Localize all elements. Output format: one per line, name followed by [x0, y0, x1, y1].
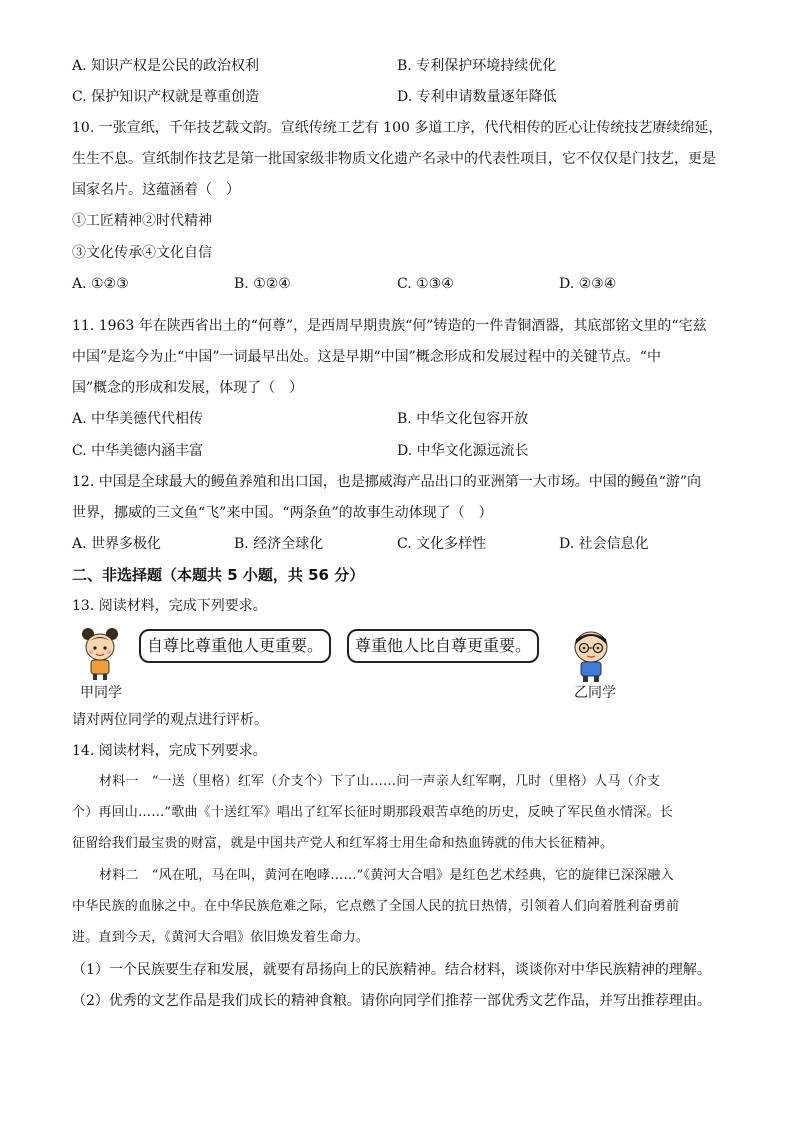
q14-material-1-line-2: 个）再回山……”歌曲《十送红军》唱出了红军长征时期那段艰苦卓绝的历史，反映了军民鱼水情深。长 — [72, 805, 673, 820]
girl-student-illustration — [80, 625, 120, 681]
q12-line-1: 12. 中国是全球最大的鳗鱼养殖和出口国，也是挪威海产品出口的亚洲第一大市场。中国的鳗鱼“游”向 — [72, 474, 702, 490]
q9-option-b: B. 专利保护环境持续优化 — [397, 58, 557, 74]
speech-bubble-left: 自尊比尊重他人更重要。 — [139, 629, 331, 663]
student-label-left: 甲同学 — [80, 685, 122, 701]
speech-bubble-right: 尊重他人比自尊更重要。 — [347, 629, 539, 663]
q10-statements-2: ③文化传承④文化自信 — [72, 245, 212, 261]
q14-material-2-line-2: 中华民族的血脉之中。在中华民族危难之际，它点燃了全国人民的抗日热情，引领着人们向着胜利奋勇前 — [72, 899, 680, 914]
q10-option-a: A. ①②③ — [72, 276, 129, 292]
q12-option-a: A. 世界多极化 — [72, 536, 162, 552]
q14-subquestion-1: （1）一个民族要生存和发展，就要有昂扬向上的民族精神。结合材料，谈谈你对中华民族精神的理解。 — [72, 962, 711, 978]
q14-subquestion-2: （2）优秀的文艺作品是我们成长的精神食粮。请你向同学们推荐一部优秀文艺作品，并写出推荐理由。 — [72, 993, 711, 1009]
boy-student-illustration — [568, 627, 614, 683]
q14-material-2-line-3: 进。直到今天，《黄河大合唱》依旧焕发着生命力。 — [72, 930, 370, 945]
q14-prompt: 14. 阅读材料，完成下列要求。 — [72, 743, 267, 759]
q12-line-2: 世界，挪威的三文鱼“飞”来中国。“两条鱼”的故事生动体现了（ ） — [72, 505, 493, 521]
q11-option-d: D. 中华文化源远流长 — [397, 443, 529, 459]
q11-option-b: B. 中华文化包容开放 — [397, 411, 529, 427]
student-label-right: 乙同学 — [574, 685, 616, 701]
q10-option-c: C. ①③④ — [397, 276, 454, 292]
q9-option-c: C. 保护知识产权就是尊重创造 — [72, 89, 260, 105]
q12-option-b: B. 经济全球化 — [234, 536, 324, 552]
q10-option-d: D. ②③④ — [559, 276, 617, 292]
q11-option-c: C. 中华美德内涵丰富 — [72, 443, 204, 459]
q11-option-a: A. 中华美德代代相传 — [72, 411, 204, 427]
q14-material-1-line-1: 材料一 “一送（里格）红军（介支个）下了山……问一声亲人红军啊，几时（里格）人马（介支 — [99, 774, 661, 789]
q9-option-d: D. 专利申请数量逐年降低 — [397, 89, 557, 105]
q13-task: 请对两位同学的观点进行评析。 — [72, 712, 268, 728]
q14-material-2-line-1: 材料二 “风在吼，马在叫，黄河在咆哮……”《黄河大合唱》是红色艺术经典，它的旋律已深深融入 — [99, 868, 674, 883]
q11-line-3: 国”概念的形成和发展，体现了（ ） — [72, 380, 304, 396]
q12-option-d: D. 社会信息化 — [559, 536, 649, 552]
q14-material-1-line-3: 征留给我们最宝贵的财富，就是中国共产党人和红军将士用生命和热血铸就的伟大长征精神。 — [72, 836, 614, 851]
q11-line-2: 中国”是迄今为止“中国”一词最早出处。这是早期“中国”概念形成和发展过程中的关键节点。“中 — [72, 349, 661, 365]
q10-line-3: 国家名片。这蕴涵着（ ） — [72, 182, 240, 198]
q12-option-c: C. 文化多样性 — [397, 536, 487, 552]
q13-prompt: 13. 阅读材料，完成下列要求。 — [72, 598, 267, 614]
q10-line-1: 10. 一张宣纸，千年技艺载文韵。宣纸传统工艺有 100 多道工序，代代相传的匠心让传统技艺赓续绵延， — [72, 120, 723, 136]
q11-line-1: 11. 1963 年在陕西省出土的“何尊”，是西周早期贵族“何”铸造的一件青铜酒器，其底部铭文里的“宅兹 — [72, 318, 707, 334]
section-2-title: 二、非选择题（本题共 5 小题，共 56 分） — [72, 566, 365, 584]
q9-option-a: A. 知识产权是公民的政治权利 — [72, 58, 260, 74]
q10-statements-1: ①工匠精神②时代精神 — [72, 213, 212, 229]
q10-line-2: 生生不息。宣纸制作技艺是第一批国家级非物质文化遗产名录中的代表性项目，它不仅仅是门技艺，更是 — [72, 151, 716, 167]
q10-option-b: B. ①②④ — [234, 276, 291, 292]
